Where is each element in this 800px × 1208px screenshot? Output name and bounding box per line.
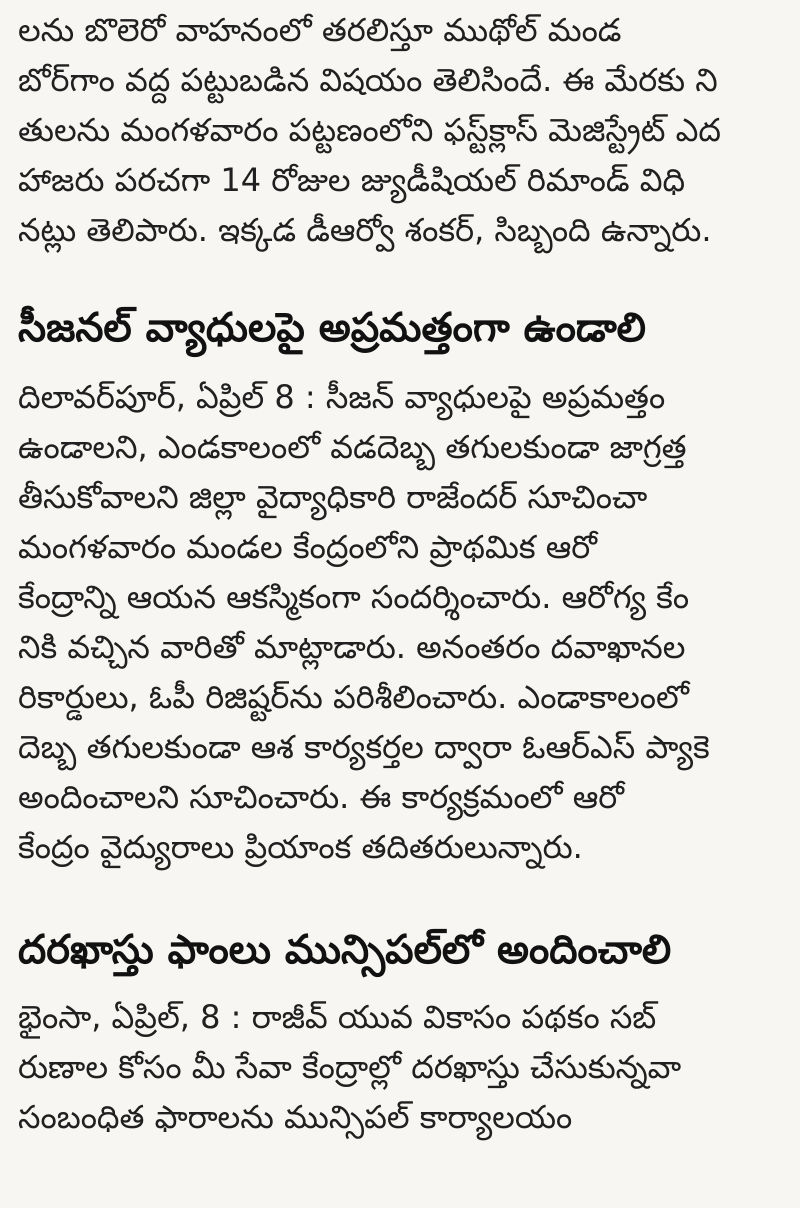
body-line: సంబంధిత ఫారాలను మున్సిపల్ కార్యాలయం (18, 1098, 573, 1136)
body-line: లను బొలెరో వాహనంలో తరలిస్తూ ముథోల్ మండ (18, 11, 622, 49)
body-line: మంగళవారం మండల కేంద్రంలోని ప్రాథమిక ఆరో (18, 528, 597, 566)
body-line: కేంద్రం వైద్యురాలు ప్రియాంక తదితరులున్నారు. (18, 828, 583, 866)
body-line: దెబ్బ తగులకుండా ఆశ కార్యకర్తల ద్వారా ఓఆర్ఎస్ ప్యాకె (18, 728, 710, 766)
body-line: తులను మంగళవారం పట్టణంలోని ఫస్ట్‌క్లాస్ మెజిస్ట్రేట్ ఎద (18, 111, 722, 149)
body-line: కేంద్రాన్ని ఆయన ఆకస్మికంగా సందర్శించారు. ఆరోగ్య కేం (18, 578, 690, 616)
body-line: ఉండాలని, ఎండకాలంలో వడదెబ్బ తగులకుండా జాగ్రత్త (18, 428, 687, 466)
body-line: నికి వచ్చిన వారితో మాట్లాడారు. అనంతరం దవాఖానల (18, 628, 686, 666)
body-line: భైంసా, ఏప్రిల్, 8 : రాజీవ్ యువ వికాసం పథకం సబ్ (18, 998, 657, 1036)
body-line: బోర్‌గాం వద్ద పట్టుబడిన విషయం తెలిసిందే. ఈ మేరకు ని (18, 61, 718, 99)
body-line: నట్లు తెలిపారు. ఇక్కడ డీఆర్వో శంకర్, సిబ్బంది ఉన్నారు. (18, 211, 712, 249)
body-line: హాజరు పరచగా 14 రోజుల జ్యుడీషియల్ రిమాండ్ విధి (18, 161, 686, 199)
body-line: దిలావర్‌పూర్, ఏప్రిల్ 8 : సీజన్ వ్యాధులపై అప్రమత్తం (18, 378, 666, 416)
headline: దరఖాస్తు ఫాంలు మున్సిపల్‌లో అందించాలి (18, 927, 672, 973)
body-line: అందించాలని సూచించారు. ఈ కార్యక్రమంలో ఆరో (18, 778, 624, 816)
headline: సీజనల్ వ్యాధులపై అప్రమత్తంగా ఉండాలి (18, 305, 646, 351)
body-line: తీసుకోవాలని జిల్లా వైద్యాధికారి రాజేందర్ సూచించా (18, 478, 648, 516)
body-line: రుణాల కోసం మీ సేవా కేంద్రాల్లో దరఖాస్తు చేసుకున్నవా (18, 1048, 682, 1086)
body-line: రికార్డులు, ఓపీ రిజిష్టర్‌ను పరిశీలించారు. ఎండాకాలంలో (18, 678, 689, 716)
